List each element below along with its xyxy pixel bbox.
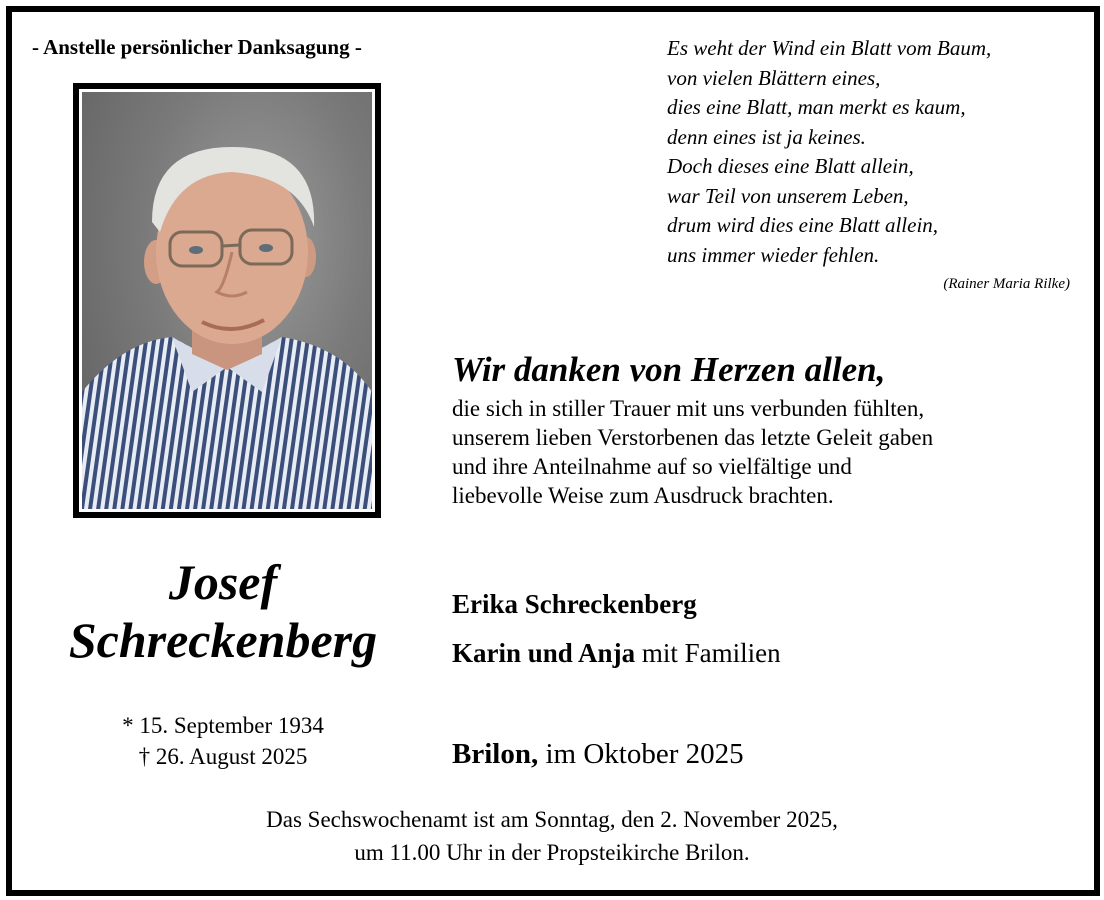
- place-name: Brilon,: [452, 738, 539, 770]
- thanks-line: liebevolle Weise zum Ausdruck brachten.: [452, 483, 834, 508]
- mourner-family-suffix: mit Familien: [635, 638, 781, 668]
- poem-line: denn eines ist ja keines.: [667, 124, 866, 149]
- poem-line: von vielen Blättern eines,: [667, 65, 881, 90]
- portrait-photo: [79, 89, 375, 512]
- mourner-primary: Erika Schreckenberg: [452, 589, 697, 619]
- thanks-text: [452, 394, 933, 510]
- mourner-family: [452, 638, 781, 669]
- service-notice: [0, 803, 1104, 869]
- date-text: im Oktober 2025: [538, 738, 744, 770]
- birth-date: * 15. September 1934: [122, 713, 324, 738]
- service-line: Das Sechswochenamt ist am Sonntag, den 2. November 2025,: [266, 807, 838, 832]
- thanks-line: und ihre Anteilnahme auf so vielfältige und: [452, 454, 852, 479]
- poem-line: uns immer wieder fehlen.: [667, 242, 880, 267]
- mourner-children: Karin und Anja: [452, 638, 636, 668]
- poem-line: drum wird dies eine Blatt allein,: [667, 213, 939, 237]
- thanks-line: unserem lieben Verstorbenen das letzte Geleit gaben: [452, 425, 934, 450]
- deceased-last-name: Schreckenberg: [68, 612, 378, 668]
- poem-author: (Rainer Maria Rilke): [943, 276, 1070, 292]
- poem-line: war Teil von unserem Leben,: [667, 183, 909, 208]
- poem-line: Es weht der Wind ein Blatt vom Baum,: [667, 36, 992, 60]
- deceased-name: [20, 553, 426, 669]
- deceased-first-name: Josef: [168, 554, 278, 610]
- poem-line: dies eine Blatt, man merkt es kaum,: [667, 95, 966, 119]
- poem-line: Doch dieses eine Blatt allein,: [667, 154, 914, 178]
- life-dates: [20, 710, 426, 772]
- place-date: [452, 738, 744, 771]
- card-heading: - Anstelle persönlicher Danksagung -: [32, 35, 362, 59]
- portrait-photo-frame: [73, 83, 381, 518]
- thanks-line: die sich in stiller Trauer mit uns verbunden fühlten,: [452, 396, 925, 421]
- poem: [667, 34, 991, 270]
- death-date: † 26. August 2025: [138, 744, 308, 769]
- thanks-title: Wir danken von Herzen allen,: [452, 350, 886, 389]
- service-line: um 11.00 Uhr in der Propsteikirche Brilon.: [354, 840, 750, 865]
- portrait-icon: [82, 92, 372, 509]
